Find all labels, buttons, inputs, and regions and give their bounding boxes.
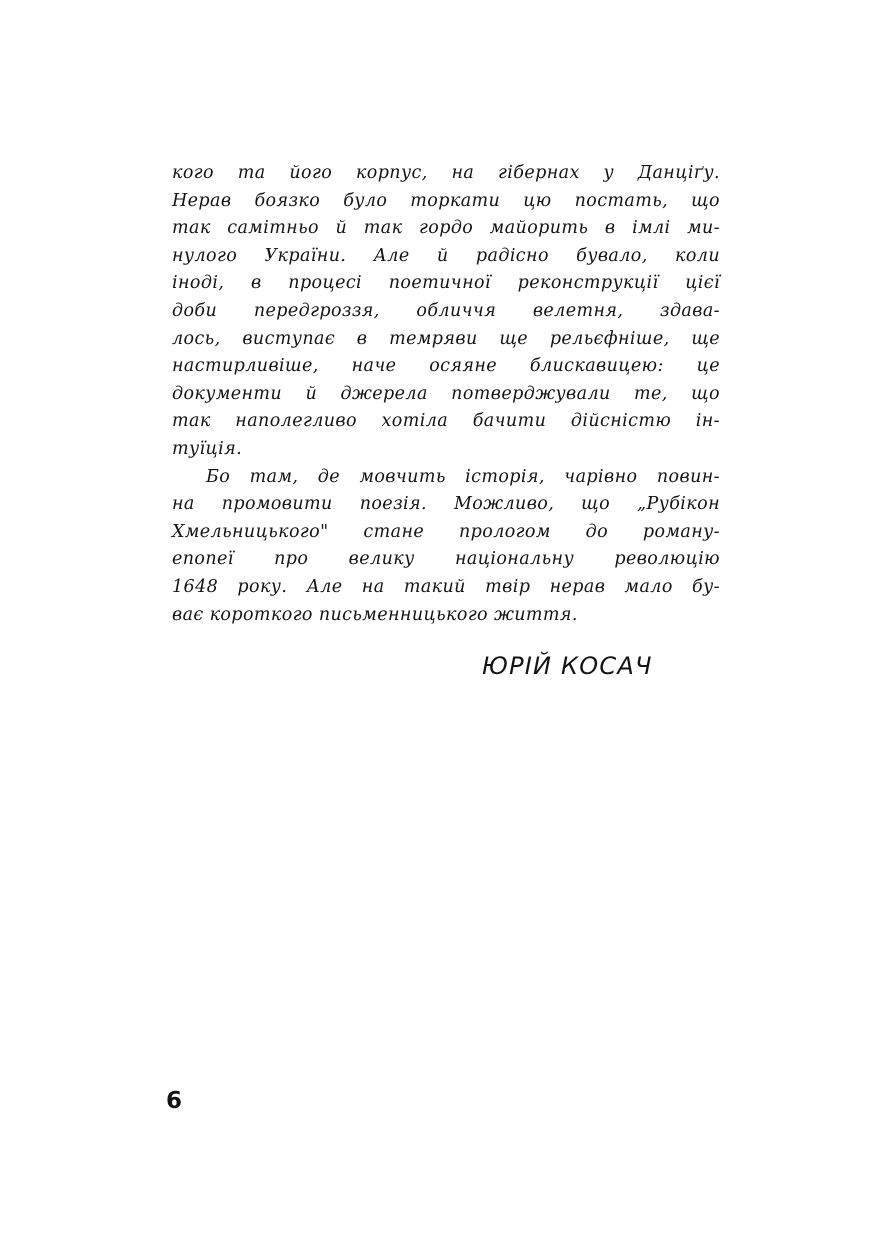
author-signature: ЮРІЙ КОСАЧ xyxy=(482,652,653,680)
text-line: іноді, в процесі поетичної реконструкції цієї xyxy=(172,273,720,294)
text-line: так самітньо й так гордо майорить в імлі ми- xyxy=(172,218,720,239)
text-line: настирливіше, наче осяяне блискавицею: це xyxy=(172,356,720,377)
text-line: епопеї про велику національну революцію xyxy=(172,549,720,570)
body-text xyxy=(172,160,720,629)
text-line: 1648 року. Але на такий твір нерав мало бу- xyxy=(172,576,720,597)
text-line: так наполегливо хотіла бачити дійсністю ін- xyxy=(172,411,720,432)
paragraph-2 xyxy=(172,464,720,630)
paragraph-1 xyxy=(172,160,720,464)
text-line: Хмельницького" стане прологом до роману- xyxy=(172,521,720,542)
text-line: кого та його корпус, на гібернах у Данціґу. xyxy=(172,163,720,183)
page-number: 6 xyxy=(166,1088,183,1114)
text-line: доби передгроззя, обличчя велетня, здава- xyxy=(172,300,720,321)
text-line: лось, виступає в темряви ще рельєфніше, ще xyxy=(172,328,720,349)
text-line: Бо там, де мовчить історія, чарівно повин- xyxy=(206,466,720,487)
text-line: на промовити поезія. Можливо, що „Рубікон xyxy=(172,494,720,515)
text-line: нулого України. Але й радісно бувало, коли xyxy=(172,245,720,266)
text-line: документи й джерела потверджували те, що xyxy=(172,383,720,404)
text-line: Нерав боязко було торкати цю постать, що xyxy=(172,190,720,211)
text-line: туїція. xyxy=(172,438,243,459)
text-line: ває короткого письменницького життя. xyxy=(172,604,578,625)
